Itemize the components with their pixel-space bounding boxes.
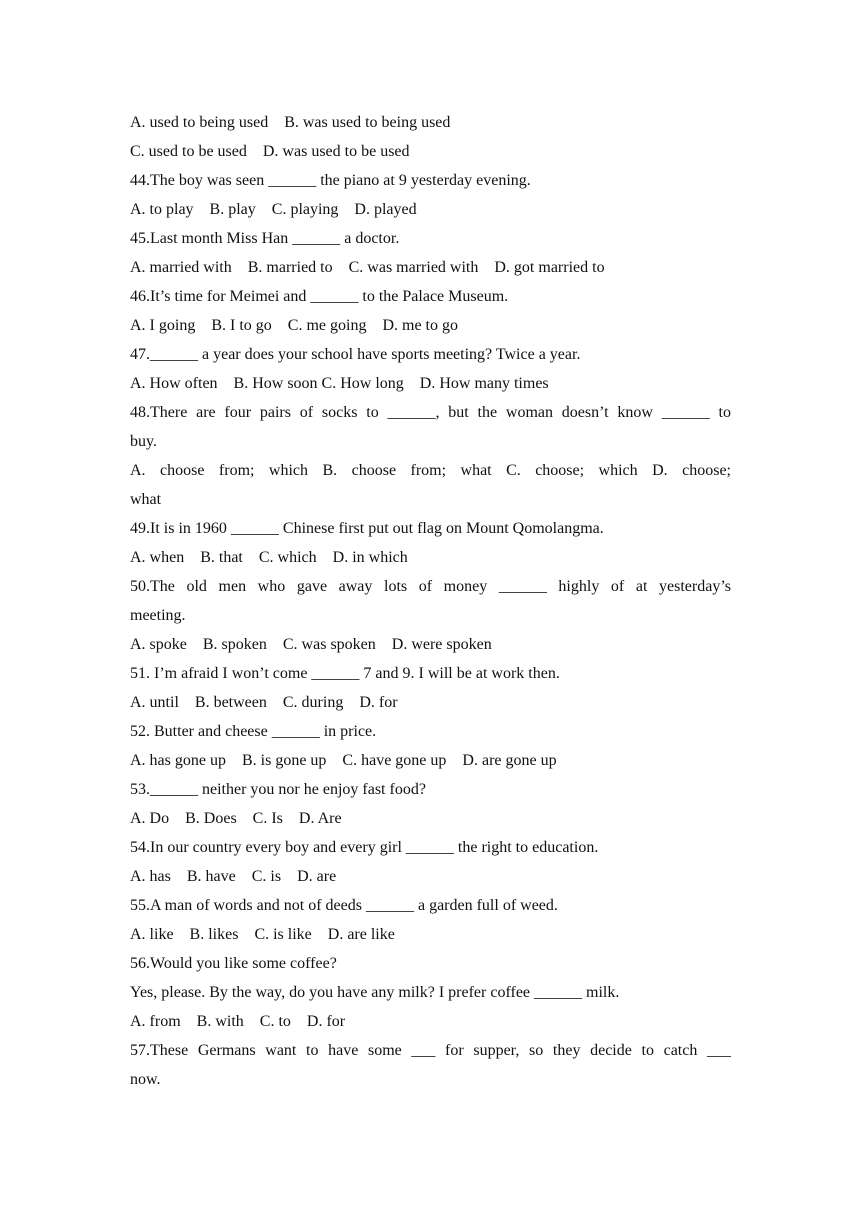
- question-56: 56.Would you like some coffee?: [130, 955, 337, 972]
- option-line-43: A. used to being used B. was used to being used: [130, 114, 451, 131]
- question-57-cont: now.: [130, 1071, 161, 1088]
- options-49: A. when B. that C. which D. in which: [130, 549, 408, 566]
- options-53: A. Do B. Does C. Is D. Are: [130, 810, 342, 827]
- options-56: A. from B. with C. to D. for: [130, 1013, 346, 1030]
- question-49: 49.It is in 1960 ______ Chinese first put out flag on Mount Qomolangma.: [130, 520, 604, 537]
- document-page: [130, 108, 731, 1094]
- options-50: A. spoke B. spoken C. was spoken D. were spoken: [130, 636, 492, 653]
- question-48: 48.There are four pairs of socks to ______, but the woman doesn’t know ______ to: [130, 404, 731, 421]
- question-45: 45.Last month Miss Han ______ a doctor.: [130, 230, 400, 247]
- question-57: 57.These Germans want to have some ___ for supper, so they decide to catch ___: [130, 1042, 731, 1059]
- options-48: A. choose from; which B. choose from; what C. choose; which D. choose;: [130, 462, 731, 479]
- question-46: 46.It’s time for Meimei and ______ to the Palace Museum.: [130, 288, 509, 305]
- question-54: 54.In our country every boy and every girl ______ the right to education.: [130, 839, 599, 856]
- options-44: A. to play B. play C. playing D. played: [130, 201, 417, 218]
- options-47: A. How often B. How soon C. How long D. How many times: [130, 375, 549, 392]
- question-50-cont: meeting.: [130, 607, 186, 624]
- options-52: A. has gone up B. is gone up C. have gone up D. are gone up: [130, 752, 557, 769]
- question-50: 50.The old men who gave away lots of money ______ highly of at yesterday’s: [130, 578, 731, 595]
- option-line-43b: C. used to be used D. was used to be used: [130, 143, 410, 160]
- question-44: 44.The boy was seen ______ the piano at 9 yesterday evening.: [130, 172, 531, 189]
- question-51: 51. I’m afraid I won’t come ______ 7 and 9. I will be at work then.: [130, 665, 560, 682]
- question-48-cont: buy.: [130, 433, 157, 450]
- question-55: 55.A man of words and not of deeds ______ a garden full of weed.: [130, 897, 558, 914]
- options-54: A. has B. have C. is D. are: [130, 868, 337, 885]
- options-45: A. married with B. married to C. was married with D. got married to: [130, 259, 605, 276]
- options-55: A. like B. likes C. is like D. are like: [130, 926, 395, 943]
- question-56-cont: Yes, please. By the way, do you have any milk? I prefer coffee ______ milk.: [130, 984, 620, 1001]
- options-48-cont: what: [130, 491, 162, 508]
- options-46: A. I going B. I to go C. me going D. me to go: [130, 317, 458, 334]
- question-47: 47.______ a year does your school have sports meeting? Twice a year.: [130, 346, 581, 363]
- options-51: A. until B. between C. during D. for: [130, 694, 398, 711]
- question-52: 52. Butter and cheese ______ in price.: [130, 723, 377, 740]
- question-53: 53.______ neither you nor he enjoy fast food?: [130, 781, 426, 798]
